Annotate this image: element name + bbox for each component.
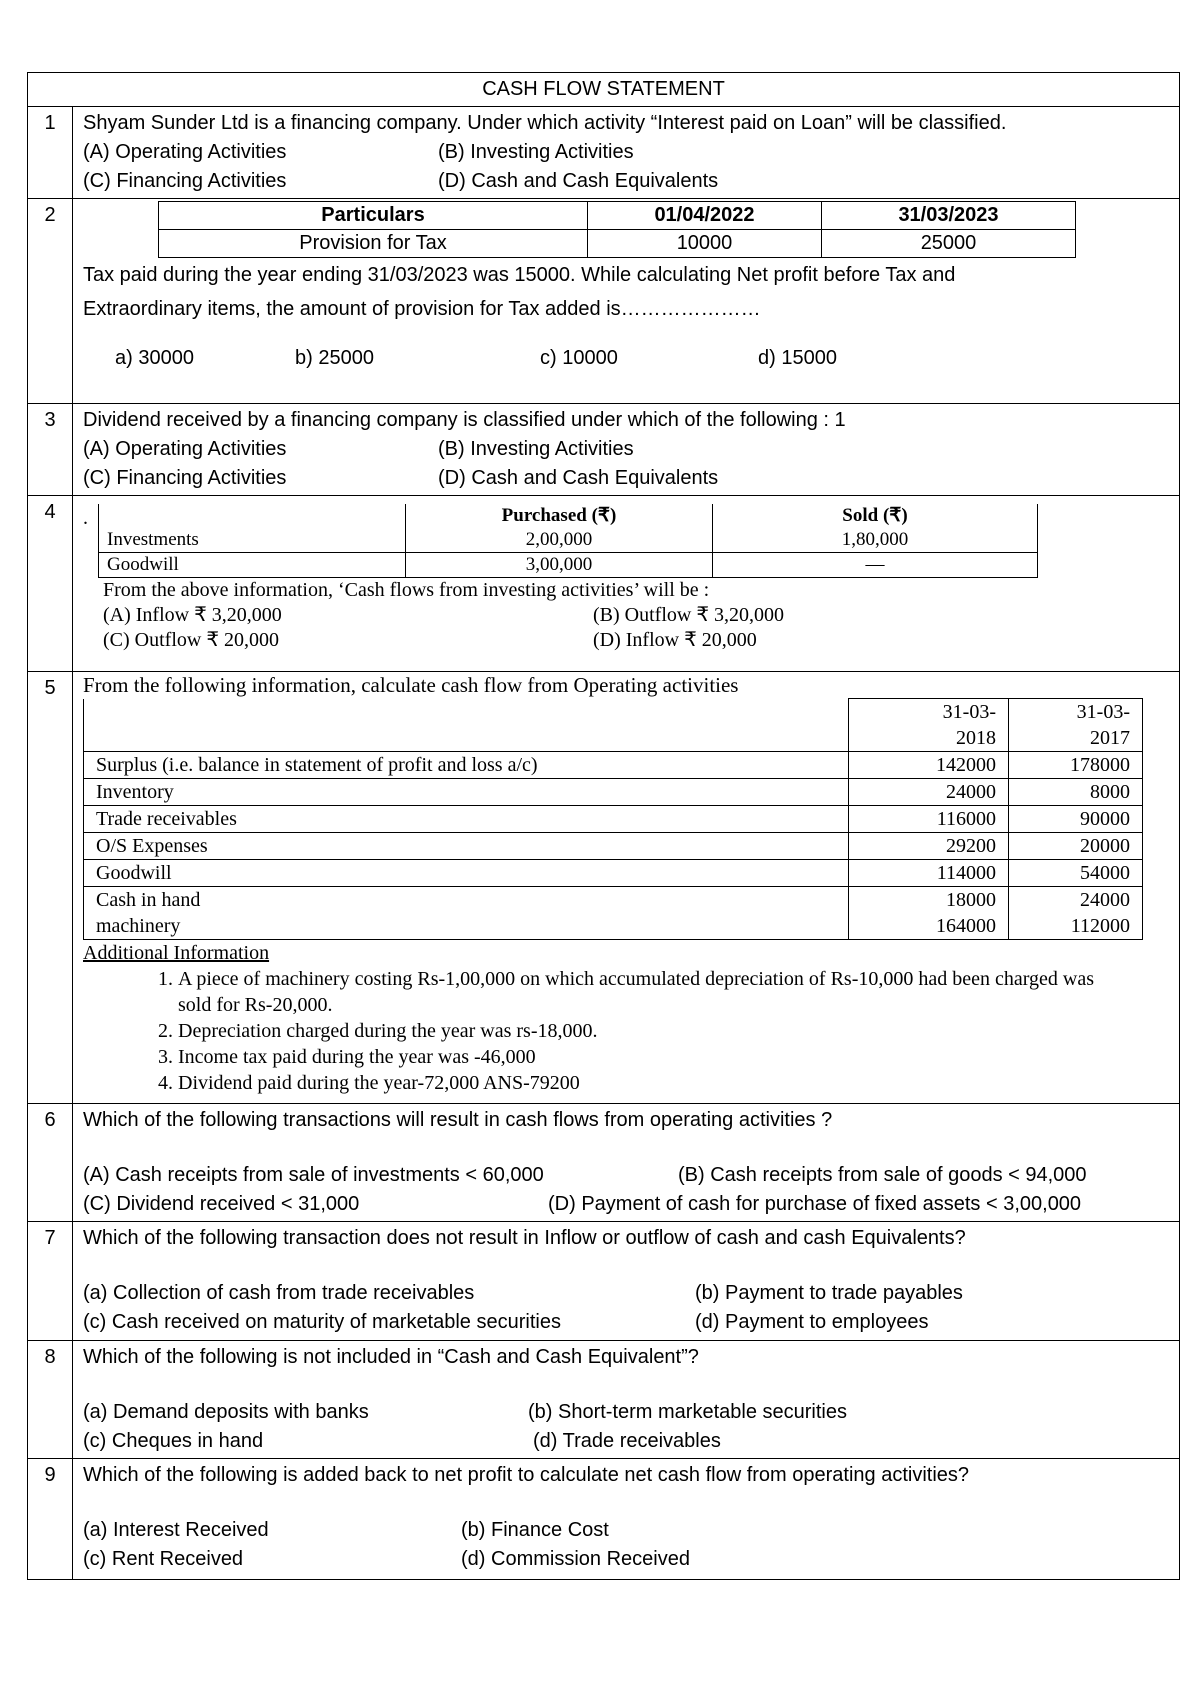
option-a: (a) Demand deposits with banks [83,1401,369,1423]
option-b: (b) Payment to trade payables [695,1282,963,1304]
header-cell: Purchased (₹) [406,504,713,528]
table-row [84,752,1143,779]
header-cell: Sold (₹) [713,504,1038,528]
table-cell: 25000 [822,230,1076,258]
question-1 [28,107,1180,199]
option-d: (D) Inflow ₹ 20,000 [593,629,757,651]
question-number: 4 [28,496,73,672]
table-cell: Trade receivables [84,806,849,833]
list-item: 3. Income tax paid during the year was -46,000 [178,1044,1119,1070]
option-c: (C) Dividend received < 31,000 [83,1193,360,1215]
question-text: Which of the following is not included in “Cash and Cash Equivalent”? [83,1346,699,1368]
option-b: (B) Investing Activities [438,141,634,163]
option-b: (B) Outflow ₹ 3,20,000 [593,604,785,626]
table-cell: Surplus (i.e. balance in statement of profit and loss a/c) [84,752,849,779]
column-header: 31-03- [942,701,996,723]
table-cell: Provision for Tax [159,230,588,258]
question-6 [28,1104,1180,1222]
table-cell: — [713,553,1038,578]
table-cell: 164000 [849,913,1009,940]
table-cell: 142000 [849,752,1009,779]
balances-table [83,698,1143,940]
question-text: Which of the following is added back to net profit to calculate net cash flow from operating activities? [83,1464,970,1486]
option-d: (D) Payment of cash for purchase of fixed assets < 3,00,000 [548,1193,1082,1215]
table-cell: Goodwill [99,553,406,578]
table-cell: 18000 [849,887,1009,914]
column-header: 2018 [956,727,996,749]
table-cell: 54000 [1009,860,1143,887]
table-cell: machinery [84,913,849,940]
question-number: 7 [28,1222,73,1341]
option-b: (B) Cash receipts from sale of goods < 94,000 [678,1164,1087,1186]
table-row [84,860,1143,887]
list-item: 2. Depreciation charged during the year was rs-18,000. [178,1018,1119,1044]
option-c: (C) Financing Activities [83,170,287,192]
question-2 [28,199,1180,404]
question-5 [28,672,1180,1104]
question-number: 9 [28,1459,73,1580]
table-cell: 1,80,000 [713,528,1038,553]
table-cell: Investments [99,528,406,553]
table-cell: 114000 [849,860,1009,887]
table-row [84,913,1143,940]
column-header: 31-03- [1076,701,1130,723]
column-header: 2017 [1090,727,1130,749]
question-7 [28,1222,1180,1341]
table-cell: 20000 [1009,833,1143,860]
question-text: Which of the following transaction does not result in Inflow or outflow of cash and cash Equivalents? [83,1227,966,1249]
option-d: (D) Cash and Cash Equivalents [438,467,719,489]
question-text: Which of the following transactions will result in cash flows from operating activities ? [83,1109,833,1131]
header-cell: 01/04/2022 [588,202,822,230]
option-a: a) 30000 [115,347,194,369]
table-row [84,779,1143,806]
question-3 [28,404,1180,496]
header-cell [99,504,406,528]
table-cell: 90000 [1009,806,1143,833]
question-text: From the following information, calculate cash flow from Operating activities [83,673,739,697]
option-c: c) 10000 [540,347,618,369]
table-cell: 24000 [849,779,1009,806]
dot-marker: . [83,507,88,529]
provision-table [158,201,1076,258]
additional-info-title: Additional Information [83,942,270,964]
page-title: CASH FLOW STATEMENT [28,73,1180,107]
table-row [84,833,1143,860]
option-d: (D) Cash and Cash Equivalents [438,170,719,192]
option-d: (d) Payment to employees [695,1311,929,1333]
list-item: 4. Dividend paid during the year-72,000 ANS-79200 [178,1070,1119,1096]
option-c: (c) Cheques in hand [83,1430,264,1452]
option-a: (A) Operating Activities [83,438,287,460]
header-cell: Particulars [159,202,588,230]
option-c: (C) Outflow ₹ 20,000 [103,629,280,651]
table-cell: 10000 [588,230,822,258]
question-text: Dividend received by a financing company is classified under which of the following : 1 [83,409,846,431]
header-cell: 31/03/2023 [822,202,1076,230]
table-cell: Inventory [84,779,849,806]
question-number: 2 [28,199,73,404]
option-d: (d) Trade receivables [533,1430,721,1452]
question-number: 8 [28,1341,73,1459]
table-cell: 29200 [849,833,1009,860]
table-row [84,806,1143,833]
investments-table [98,504,1038,578]
question-9 [28,1459,1180,1580]
table-cell: 112000 [1009,913,1143,940]
question-number: 6 [28,1104,73,1222]
table-cell: Goodwill [84,860,849,887]
question-number: 3 [28,404,73,496]
option-c: (C) Financing Activities [83,467,287,489]
question-text: Tax paid during the year ending 31/03/2023 was 15000. While calculating Net profit before Tax and [83,264,956,286]
question-text: Extraordinary items, the amount of provision for Tax added is………………… [83,298,761,320]
option-a: (A) Operating Activities [83,141,287,163]
table-cell: O/S Expenses [84,833,849,860]
table-row [84,887,1143,914]
question-number: 1 [28,107,73,199]
option-b: (b) Finance Cost [461,1519,609,1541]
option-b: (b) Short-term marketable securities [528,1401,847,1423]
table-cell: 3,00,000 [406,553,713,578]
list-item: 1. A piece of machinery costing Rs-1,00,000 on which accumulated depreciation of Rs-10,000 had been charged was sold for Rs-20,000. [178,966,1119,1018]
question-4 [28,496,1180,672]
question-table [27,72,1180,1580]
option-b: b) 25000 [295,347,374,369]
option-c: (c) Cash received on maturity of marketable securities [83,1311,561,1333]
table-cell: 8000 [1009,779,1143,806]
question-8 [28,1341,1180,1459]
question-text: Shyam Sunder Ltd is a financing company. Under which activity “Interest paid on Loan” will be classified. [83,112,1007,134]
option-a: (a) Collection of cash from trade receivables [83,1282,475,1304]
option-a: (A) Cash receipts from sale of investments < 60,000 [83,1164,544,1186]
table-cell: 2,00,000 [406,528,713,553]
table-cell: Cash in hand [84,887,849,914]
question-number: 5 [28,672,73,1104]
table-cell: 24000 [1009,887,1143,914]
option-a: (a) Interest Received [83,1519,269,1541]
option-b: (B) Investing Activities [438,438,634,460]
option-d: d) 15000 [758,347,837,369]
table-cell: 116000 [849,806,1009,833]
question-text: From the above information, ‘Cash flows from investing activities’ will be : [103,579,710,601]
additional-info-list [83,966,1179,1096]
option-a: (A) Inflow ₹ 3,20,000 [103,604,282,626]
table-cell: 178000 [1009,752,1143,779]
option-c: (c) Rent Received [83,1548,244,1570]
option-d: (d) Commission Received [461,1548,690,1570]
